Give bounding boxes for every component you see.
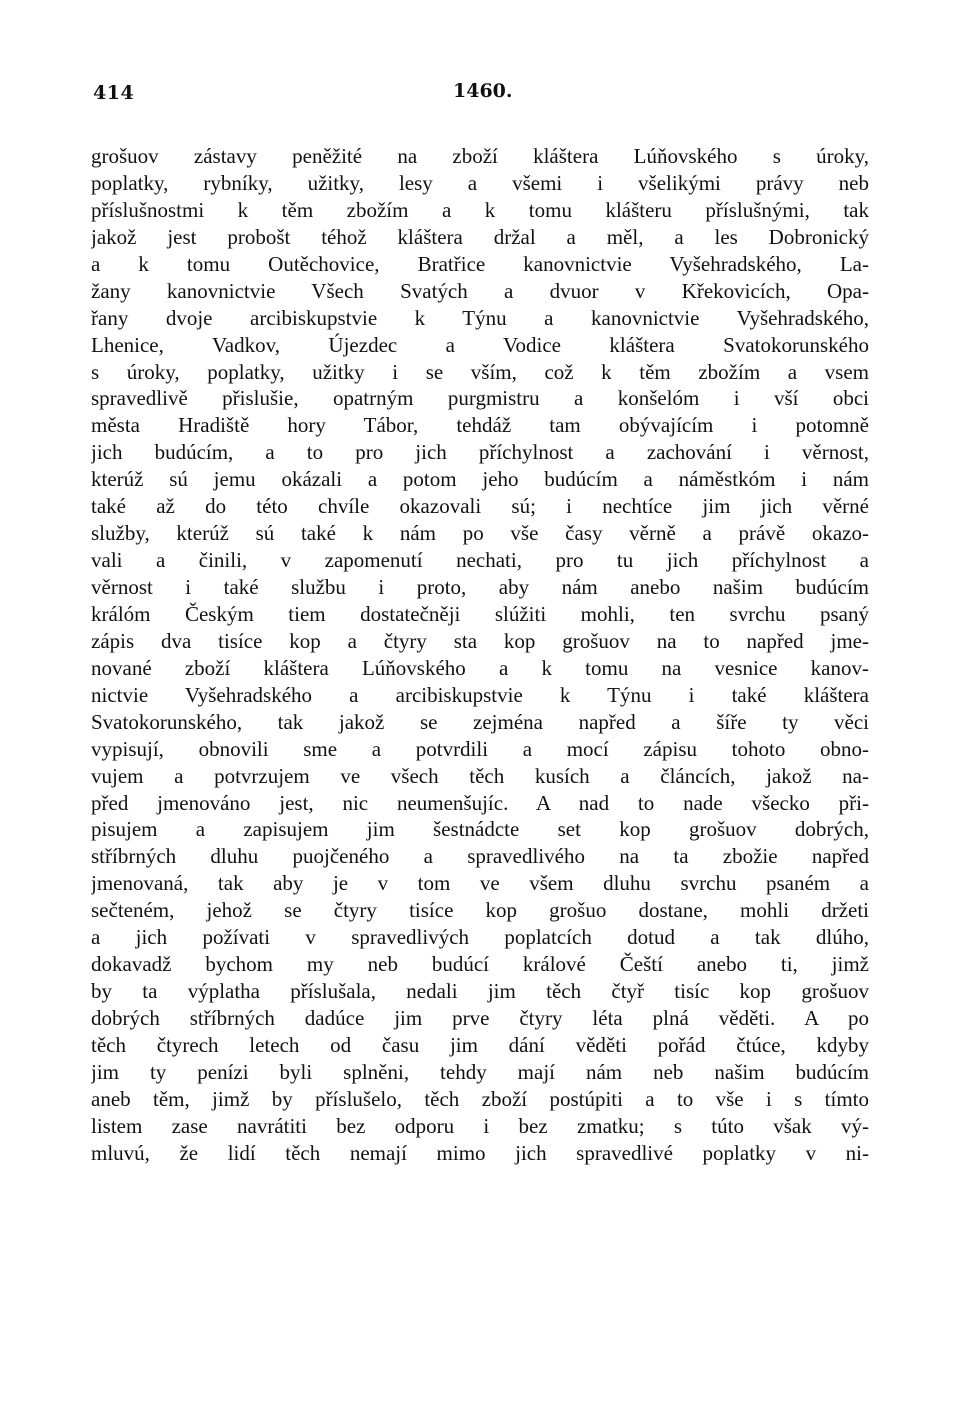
text-line: mluvú, že lidí těch nemají mimo jich spravedlivé poplatky v ni- (91, 1140, 869, 1165)
text-line: vali a činili, v zapomenutí nechati, pro tu jich příchylnost a (91, 548, 869, 573)
text-line: jakož jest probošt téhož kláštera držal a měl, a les Dobronický (91, 224, 869, 249)
text-line: nované zboží kláštera Lúňovského a k tomu na vesnice kanov- (91, 655, 869, 680)
text-line: těch čtyrech letech od času jim dání věděti pořád čtúce, kdyby (91, 1032, 869, 1057)
text-line: pisujem a zapisujem jim šestnádcte set kop grošuov dobrých, (91, 817, 869, 842)
text-line: aneb těm, jimž by příslušelo, těch zboží postúpiti a to vše i s tímto (91, 1086, 869, 1111)
text-line: poplatky, rybníky, užitky, lesy a všemi i všelikými právy neb (91, 170, 869, 195)
text-line: a jich požívati v spravedlivých poplatcích dotud a tak dlúho, (91, 925, 869, 950)
text-line: jim ty penízi byli splněni, tehdy mají nám neb našim budúcím (91, 1059, 869, 1084)
text-line: příslušnostmi k těm zbožím a k tomu klášteru příslušnými, tak (91, 197, 869, 222)
text-line: dokavadž bychom my neb budúcí králové Čeští anebo ti, jimž (91, 952, 869, 977)
body-text (91, 143, 869, 1167)
text-line: by ta výplatha příslušala, nedali jim těch čtyř tisíc kop grošuov (91, 979, 869, 1004)
page-number: 414 (93, 82, 135, 104)
text-line: spravedlivě přislušie, opatrným purgmistru a konšelóm i vší obci (91, 386, 869, 411)
text-line: sečteném, jehož se čtyry tisíce kop grošuo dostane, mohli držeti (91, 898, 869, 923)
text-line: před jmenováno jest, nic neumenšujíc. A nad to nade všecko při- (91, 790, 869, 815)
text-line: králóm Českým tiem dostatečněji slúžiti mohli, ten svrchu psaný (91, 601, 869, 626)
text-line: Lhenice, Vadkov, Újezdec a Vodice kláštera Svatokorunského (91, 332, 869, 357)
text-line: dobrých stříbrných dadúce jim prve čtyry léta plná věděti. A po (91, 1006, 869, 1030)
text-line: jmenovaná, tak aby je v tom ve všem dluhu svrchu psaném a (91, 871, 869, 896)
text-line: stříbrných dluhu puojčeného a spravedlivého na ta zbožie napřed (91, 844, 869, 869)
text-line: také až do této chvíle okazovali sú; i nechtíce jim jich věrné (91, 494, 869, 519)
text-line: nictvie Vyšehradského a arcibiskupstvie k Týnu i také kláštera (91, 682, 869, 707)
text-line: služby, kterúž sú také k nám po vše časy věrně a právě okazo- (91, 521, 869, 546)
text-line: s úroky, poplatky, užitky i se vším, což k těm zbožím a vsem (91, 359, 869, 384)
text-line: a k tomu Outěchovice, Bratřice kanovnictvie Vyšehradského, La- (91, 251, 869, 276)
text-line: jich budúcím, a to pro jich příchylnost a zachování i věrnost, (91, 440, 869, 465)
text-line: kterúž sú jemu okázali a potom jeho budúcím a náměstkóm i nám (91, 467, 869, 492)
text-line: grošuov zástavy peněžité na zboží kláštera Lúňovského s úroky, (91, 144, 869, 168)
text-line: vypisují, obnovili sme a potvrdili a mocí zápisu tohoto obno- (91, 736, 869, 761)
text-line: listem zase navrátiti bez odporu i bez zmatku; s túto však vý- (91, 1113, 869, 1138)
text-line: žany kanovnictvie Všech Svatých a dvuor v Křekovicích, Opa- (91, 278, 869, 303)
text-line: řany dvoje arcibiskupstvie k Týnu a kanovnictvie Vyšehradského, (91, 305, 869, 330)
text-line: vujem a potvrzujem ve všech těch kusích a článcích, jakož na- (91, 763, 869, 788)
text-line: věrnost i také službu i proto, aby nám anebo našim budúcím (91, 575, 869, 599)
text-line: Svatokorunského, tak jakož se zejména napřed a šíře ty věci (91, 709, 869, 734)
text-line: města Hradiště hory Tábor, tehdáž tam obývajícím i potomně (91, 413, 869, 438)
text-line: zápis dva tisíce kop a čtyry sta kop grošuov na to napřed jme- (91, 628, 869, 653)
page-heading-year: 1460. (453, 80, 513, 102)
